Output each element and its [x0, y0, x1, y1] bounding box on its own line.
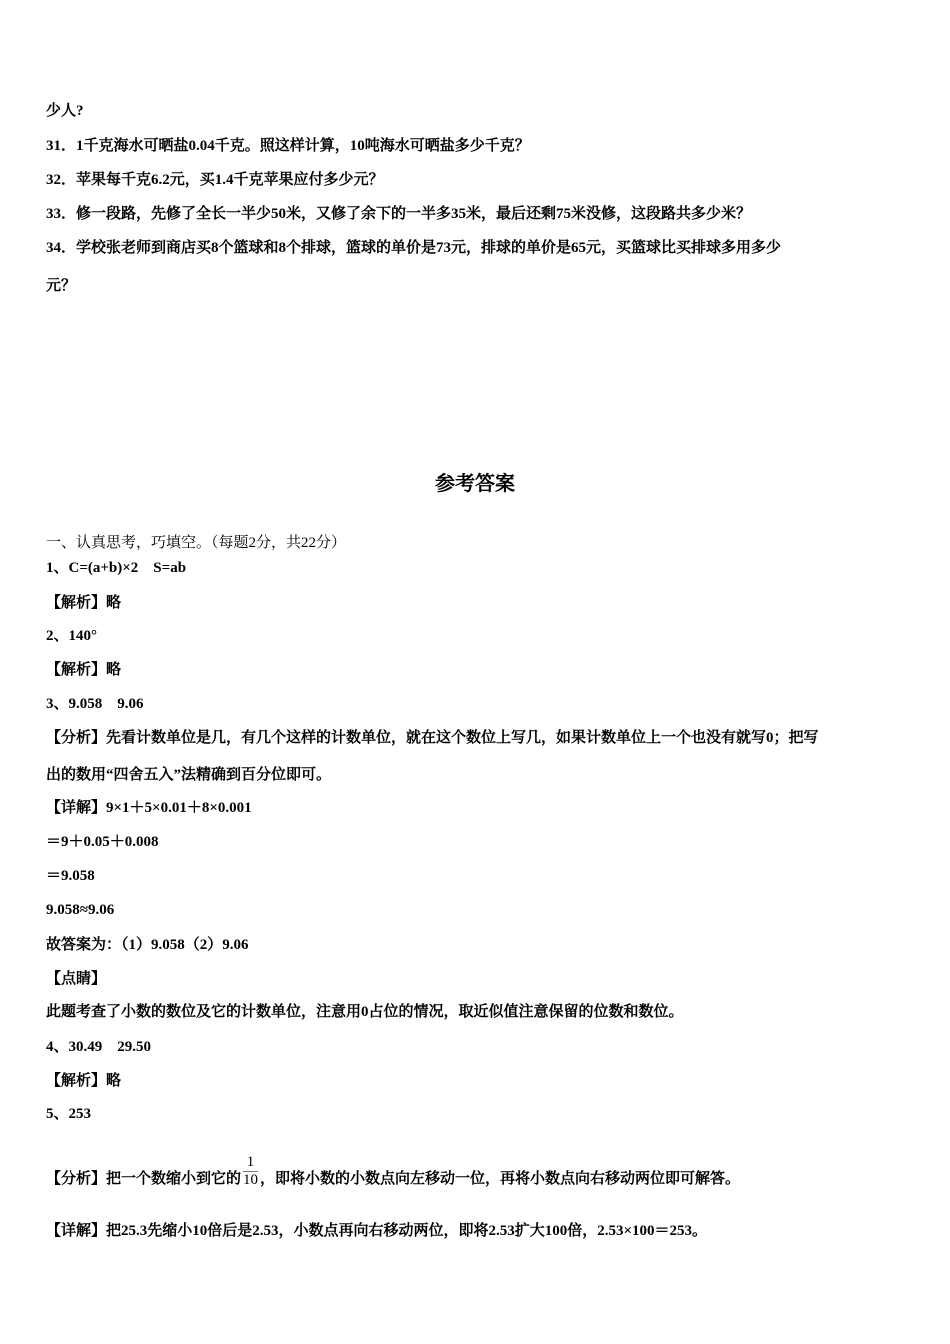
answer-3: 3、9.058 9.06 — [46, 696, 144, 712]
question-33: 33．修一段路，先修了全长一半少50米，又修了余下的一半多35米，最后还剩75米没修，这段路共多少米？ — [46, 206, 752, 222]
answer-5-fenxi — [46, 1154, 741, 1197]
fraction-denominator: 10 — [243, 1172, 259, 1188]
answer-3-detail-3: ＝9.058 — [46, 868, 95, 884]
answer-5-fenxi-suffix: ，即将小数的小数点向左移动一位，再将小数点向右移动两位即可解答。 — [260, 1170, 741, 1187]
question-34-line1: 34．学校张老师到商店买8个篮球和8个排球，篮球的单价是73元，排球的单价是65元，买篮球比买排球多用多少 — [46, 240, 782, 256]
answer-4-analysis: 【解析】略 — [46, 1073, 122, 1089]
answer-3-dianjing-text: 此题考查了小数的数位及它的计数单位，注意用0占位的情况，取近似值注意保留的位数和数位。 — [46, 1004, 684, 1020]
answer-2-analysis: 【解析】略 — [46, 662, 122, 678]
question-31: 31．1千克海水可晒盐0.04千克。照这样计算，10吨海水可晒盐多少千克？ — [46, 138, 530, 154]
answer-1: 1、C=(a+b)×2 S=ab — [46, 560, 187, 576]
answers-title: 参考答案 — [435, 471, 515, 495]
answer-5-fenxi-prefix: 【分析】把一个数缩小到它的 — [46, 1170, 242, 1187]
answer-1-analysis: 【解析】略 — [46, 595, 122, 611]
section-1-header: 一、认真思考，巧填空。（每题2分，共22分） — [46, 535, 347, 551]
question-32: 32．苹果每千克6.2元，买1.4千克苹果应付多少元？ — [46, 172, 384, 188]
answer-4: 4、30.49 29.50 — [46, 1039, 152, 1055]
answer-2: 2、140° — [46, 628, 97, 644]
question-34-line2: 元？ — [46, 278, 77, 294]
fraction-one-tenth — [243, 1154, 258, 1189]
answer-3-detail-4: 9.058≈9.06 — [46, 902, 115, 918]
answer-3-result: 故答案为：（1）9.058（2）9.06 — [46, 937, 249, 953]
answer-3-detail-2: ＝9＋0.05＋0.008 — [46, 834, 159, 850]
answer-5-detail: 【详解】把25.3先缩小10倍后是2.53，小数点再向右移动两位，即将2.53扩大100倍，2.53×100＝253。 — [46, 1223, 708, 1239]
question-30-tail: 少人? — [46, 103, 84, 119]
fraction-numerator: 1 — [243, 1154, 258, 1172]
answer-3-fenxi-line2: 出的数用“四舍五入”法精确到百分位即可。 — [46, 767, 332, 783]
answer-3-fenxi-line1: 【分析】先看计数单位是几，有几个这样的计数单位，就在这个数位上写几，如果计数单位上一个也没有就写0；把写 — [46, 730, 819, 746]
answer-5: 5、253 — [46, 1106, 92, 1122]
answer-3-dianjing-label: 【点睛】 — [46, 971, 107, 987]
answer-3-detail-1: 【详解】9×1＋5×0.01＋8×0.001 — [46, 800, 252, 816]
